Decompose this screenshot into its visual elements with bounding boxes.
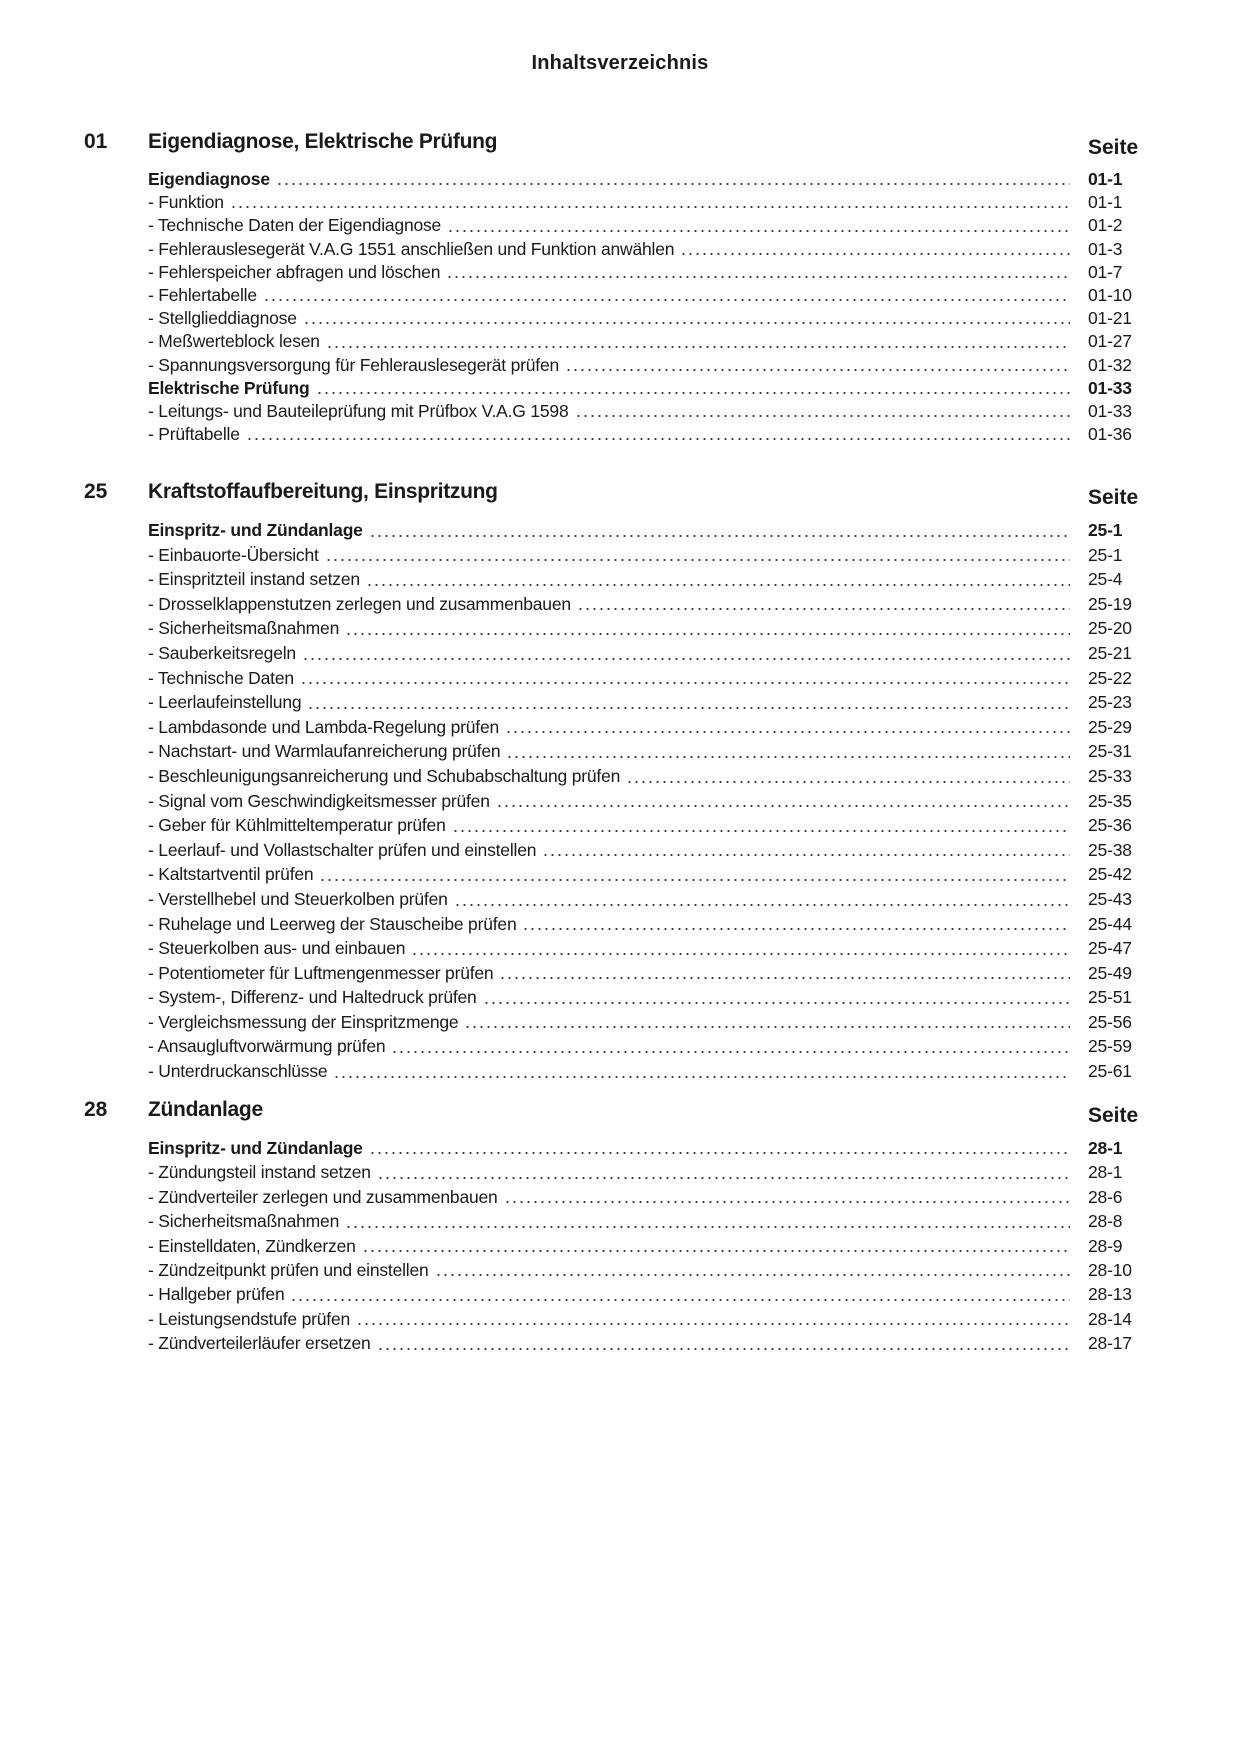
toc-entry[interactable] [0, 739, 1148, 764]
dot-leader [333, 1075, 1070, 1079]
dot-leader [356, 1322, 1070, 1326]
section-header [0, 130, 1240, 166]
entry-page: 01-36 [1088, 424, 1132, 445]
entry-label: Elektrische Prüfung [148, 377, 310, 398]
dot-leader [499, 976, 1070, 980]
toc-entry[interactable] [0, 307, 1148, 330]
entry-page: 28-9 [1088, 1235, 1123, 1256]
entry-label: - Zündzeitpunkt prüfen und einstellen [148, 1259, 429, 1280]
dot-leader [362, 1249, 1070, 1253]
entry-page: 25-47 [1088, 938, 1132, 959]
dot-leader [369, 534, 1070, 538]
entry-page: 28-10 [1088, 1259, 1132, 1280]
dot-leader [276, 182, 1070, 186]
entry-label: - Lambdasonde und Lambda-Regelung prüfen [148, 716, 500, 737]
entry-page: 01-7 [1088, 261, 1123, 282]
dot-leader [411, 952, 1070, 956]
entry-page: 01-21 [1088, 308, 1132, 329]
entry-label: - Sauberkeitsregeln [148, 642, 296, 663]
entry-label: Einspritz- und Zündanlage [148, 1138, 363, 1158]
dot-leader [504, 1200, 1070, 1204]
dot-leader [246, 437, 1070, 441]
dot-leader [626, 780, 1070, 784]
dot-leader [316, 391, 1070, 395]
entry-page: 28-6 [1088, 1186, 1123, 1207]
toc-entry[interactable] [0, 330, 1148, 353]
dot-leader [369, 1151, 1070, 1155]
toc-entry[interactable] [0, 1258, 1148, 1282]
page-title: Inhaltsverzeichnis [531, 52, 709, 74]
toc-entries [0, 168, 1240, 446]
dot-leader [377, 1176, 1070, 1180]
section-number: 25 [84, 480, 108, 503]
dot-leader [377, 1347, 1070, 1351]
entry-label: - Ruhelage und Leerweg der Stauscheibe prüfen [148, 913, 517, 934]
entry-page: 01-27 [1088, 331, 1132, 352]
toc-entry[interactable] [0, 377, 1148, 400]
entry-label: - System-, Differenz- und Haltedruck prüfen [148, 987, 477, 1008]
entry-label: - Fehlerspeicher abfragen und löschen [148, 261, 441, 282]
dot-leader [290, 1298, 1070, 1302]
entry-label: - Nachstart- und Warmlaufanreicherung prüfen [148, 741, 501, 762]
page-column-header: Seite [1088, 1104, 1139, 1127]
section-25 [0, 480, 1240, 1084]
toc-entry[interactable] [0, 641, 1148, 666]
entry-page: 25-42 [1088, 864, 1132, 885]
entry-label: - Geber für Kühlmitteltemperatur prüfen [148, 815, 446, 836]
entry-label: Eigendiagnose [148, 169, 270, 189]
toc-entry[interactable] [0, 168, 1148, 191]
entry-page: 25-49 [1088, 962, 1132, 983]
toc-entry[interactable] [0, 261, 1148, 284]
dot-leader [300, 681, 1070, 685]
entry-label: - Hallgeber prüfen [148, 1284, 285, 1305]
toc-entry[interactable] [0, 887, 1148, 912]
dot-leader [680, 252, 1070, 256]
toc-entry[interactable] [0, 284, 1148, 307]
toc-entry[interactable] [0, 764, 1148, 789]
entry-page: 25-61 [1088, 1061, 1132, 1082]
toc-entry[interactable] [0, 354, 1148, 377]
entry-label: - Funktion [148, 192, 224, 213]
entry-page: 25-4 [1088, 569, 1123, 590]
entry-page: 28-1 [1088, 1162, 1123, 1183]
entry-label: - Steuerkolben aus- und einbauen [148, 938, 406, 959]
toc-entry[interactable] [0, 423, 1148, 446]
entry-page: 28-13 [1088, 1284, 1132, 1305]
toc-entry[interactable] [0, 1034, 1148, 1059]
toc-entry[interactable] [0, 400, 1148, 423]
dot-leader [447, 229, 1070, 233]
entry-label: - Sicherheitsmaßnahmen [148, 618, 340, 639]
entry-page: 25-35 [1088, 790, 1132, 811]
entry-label: - Zündungsteil instand setzen [148, 1162, 371, 1183]
entry-page: 01-3 [1088, 238, 1123, 259]
entry-page: 25-1 [1088, 544, 1123, 565]
entry-page: 28-17 [1088, 1333, 1132, 1354]
dot-leader [565, 368, 1070, 372]
entry-label: - Stellglieddiagnose [148, 308, 297, 329]
entry-label: - Einbauorte-Übersicht [148, 544, 319, 565]
entry-page: 25-21 [1088, 642, 1132, 663]
entry-label: - Meßwerteblock lesen [148, 331, 320, 352]
toc-entry[interactable] [0, 616, 1148, 641]
toc-entry[interactable] [0, 1331, 1148, 1355]
section-number: 01 [84, 130, 108, 153]
toc-entry[interactable] [0, 191, 1148, 214]
dot-leader [452, 829, 1070, 833]
dot-leader [454, 903, 1070, 907]
toc-entry[interactable] [0, 813, 1148, 838]
dot-leader [263, 298, 1070, 302]
entry-label: - Fehlertabelle [148, 284, 257, 305]
dot-leader [506, 755, 1070, 759]
toc-entries [0, 1136, 1240, 1356]
section-header [0, 480, 1240, 516]
entry-page: 01-2 [1088, 215, 1123, 236]
entry-label: - Leistungsendstufe prüfen [148, 1308, 351, 1329]
toc-entry[interactable] [0, 961, 1148, 986]
entry-label: - Fehlerauslesegerät V.A.G 1551 anschließen und Funktion anwählen [148, 238, 675, 259]
entry-page: 25-36 [1088, 815, 1132, 836]
entry-page: 01-33 [1088, 400, 1132, 421]
toc-entry[interactable] [0, 1185, 1148, 1209]
toc-entry[interactable] [0, 1136, 1148, 1160]
entry-page: 25-23 [1088, 692, 1132, 713]
section-number: 28 [84, 1098, 108, 1121]
toc-entry[interactable] [0, 1282, 1148, 1306]
toc-entry[interactable] [0, 912, 1148, 937]
entry-page: 01-32 [1088, 354, 1132, 375]
toc-entry[interactable] [0, 1010, 1148, 1035]
entry-page: 01-33 [1088, 377, 1132, 398]
toc-entry[interactable] [0, 789, 1148, 814]
toc-entry[interactable] [0, 715, 1148, 740]
page-column-header: Seite [1088, 486, 1139, 509]
toc-entry[interactable] [0, 1209, 1148, 1233]
entry-page: 28-14 [1088, 1308, 1132, 1329]
toc-entries [0, 518, 1240, 1084]
entry-page: 25-29 [1088, 716, 1132, 737]
entry-label: Einspritz- und Zündanlage [148, 520, 363, 540]
dot-leader [446, 275, 1070, 279]
section-28 [0, 1098, 1240, 1356]
entry-label: - Spannungsversorgung für Fehlerauslesegerät prüfen [148, 354, 560, 375]
entry-page: 25-44 [1088, 913, 1132, 934]
dot-leader [496, 804, 1070, 808]
toc-entry[interactable] [0, 666, 1148, 691]
dot-leader [325, 558, 1070, 562]
entry-label: - Kaltstartventil prüfen [148, 864, 314, 885]
toc-entry[interactable] [0, 1059, 1148, 1084]
dot-leader [326, 345, 1070, 349]
toc-entry[interactable] [0, 985, 1148, 1010]
toc-entry[interactable] [0, 214, 1148, 237]
entry-page: 01-1 [1088, 192, 1123, 213]
section-title: Zündanlage [148, 1098, 263, 1121]
section-header [0, 1098, 1240, 1134]
toc-entry[interactable] [0, 838, 1148, 863]
entry-label: - Leerlaufeinstellung [148, 692, 302, 713]
toc-entry[interactable] [0, 1234, 1148, 1258]
dot-leader [505, 730, 1070, 734]
entry-label: - Technische Daten der Eigendiagnose [148, 215, 442, 236]
toc-entry[interactable] [0, 518, 1148, 543]
toc-entry[interactable] [0, 936, 1148, 961]
entry-label: - Unterdruckanschlüsse [148, 1061, 328, 1082]
dot-leader [307, 706, 1070, 710]
entry-page: 25-59 [1088, 1036, 1132, 1057]
toc-entry[interactable] [0, 543, 1148, 568]
entry-label: - Einstelldaten, Zündkerzen [148, 1235, 356, 1256]
section-title: Eigendiagnose, Elektrische Prüfung [148, 130, 498, 153]
entry-label: - Leerlauf- und Vollastschalter prüfen und einstellen [148, 839, 537, 860]
toc-entry[interactable] [0, 567, 1148, 592]
toc-entry[interactable] [0, 1160, 1148, 1184]
toc-entry[interactable] [0, 1307, 1148, 1331]
entry-label: - Signal vom Geschwindigkeitsmesser prüfen [148, 790, 490, 811]
dot-leader [391, 1050, 1070, 1054]
dot-leader [302, 657, 1070, 661]
dot-leader [345, 1225, 1070, 1229]
entry-label: - Ansaugluftvorwärmung prüfen [148, 1036, 386, 1057]
toc-entry[interactable] [0, 592, 1148, 617]
entry-page: 25-56 [1088, 1011, 1132, 1032]
dot-leader [345, 632, 1070, 636]
dot-leader [542, 853, 1070, 857]
section-title: Kraftstoffaufbereitung, Einspritzung [148, 480, 498, 503]
toc-entry[interactable] [0, 862, 1148, 887]
entry-page: 25-22 [1088, 667, 1132, 688]
entry-page: 25-43 [1088, 888, 1132, 909]
dot-leader [303, 321, 1070, 325]
entry-label: - Vergleichsmessung der Einspritzmenge [148, 1011, 459, 1032]
dot-leader [575, 414, 1071, 418]
entry-label: - Beschleunigungsanreicherung und Schubabschaltung prüfen [148, 765, 621, 786]
section-01 [0, 130, 1240, 446]
entry-label: - Zündverteilerläufer ersetzen [148, 1333, 371, 1354]
entry-page: 25-1 [1088, 520, 1123, 540]
page-column-header: Seite [1088, 136, 1139, 159]
entry-page: 25-20 [1088, 618, 1132, 639]
entry-label: - Technische Daten [148, 667, 294, 688]
entry-label: - Prüftabelle [148, 424, 240, 445]
entry-label: - Einspritzteil instand setzen [148, 569, 360, 590]
dot-leader [366, 583, 1070, 587]
entry-label: - Leitungs- und Bauteileprüfung mit Prüfbox V.A.G 1598 [148, 400, 569, 421]
dot-leader [319, 878, 1070, 882]
toc-entry[interactable] [0, 238, 1148, 261]
entry-label: - Sicherheitsmaßnahmen [148, 1211, 340, 1232]
entry-page: 01-10 [1088, 284, 1132, 305]
dot-leader [522, 927, 1070, 931]
entry-label: - Verstellhebel und Steuerkolben prüfen [148, 888, 448, 909]
entry-page: 01-1 [1088, 169, 1123, 189]
entry-page: 25-31 [1088, 741, 1132, 762]
entry-page: 28-8 [1088, 1211, 1123, 1232]
entry-label: - Zündverteiler zerlegen und zusammenbauen [148, 1186, 498, 1207]
dot-leader [230, 205, 1070, 209]
toc-entry[interactable] [0, 690, 1148, 715]
entry-page: 25-38 [1088, 839, 1132, 860]
dot-leader [464, 1025, 1070, 1029]
entry-page: 25-51 [1088, 987, 1132, 1008]
entry-page: 28-1 [1088, 1138, 1123, 1158]
entry-page: 25-19 [1088, 593, 1132, 614]
entry-label: - Potentiometer für Luftmengenmesser prüfen [148, 962, 494, 983]
entry-label: - Drosselklappenstutzen zerlegen und zusammenbauen [148, 593, 571, 614]
dot-leader [483, 1001, 1070, 1005]
entry-page: 25-33 [1088, 765, 1132, 786]
dot-leader [435, 1273, 1070, 1277]
dot-leader [577, 607, 1070, 611]
